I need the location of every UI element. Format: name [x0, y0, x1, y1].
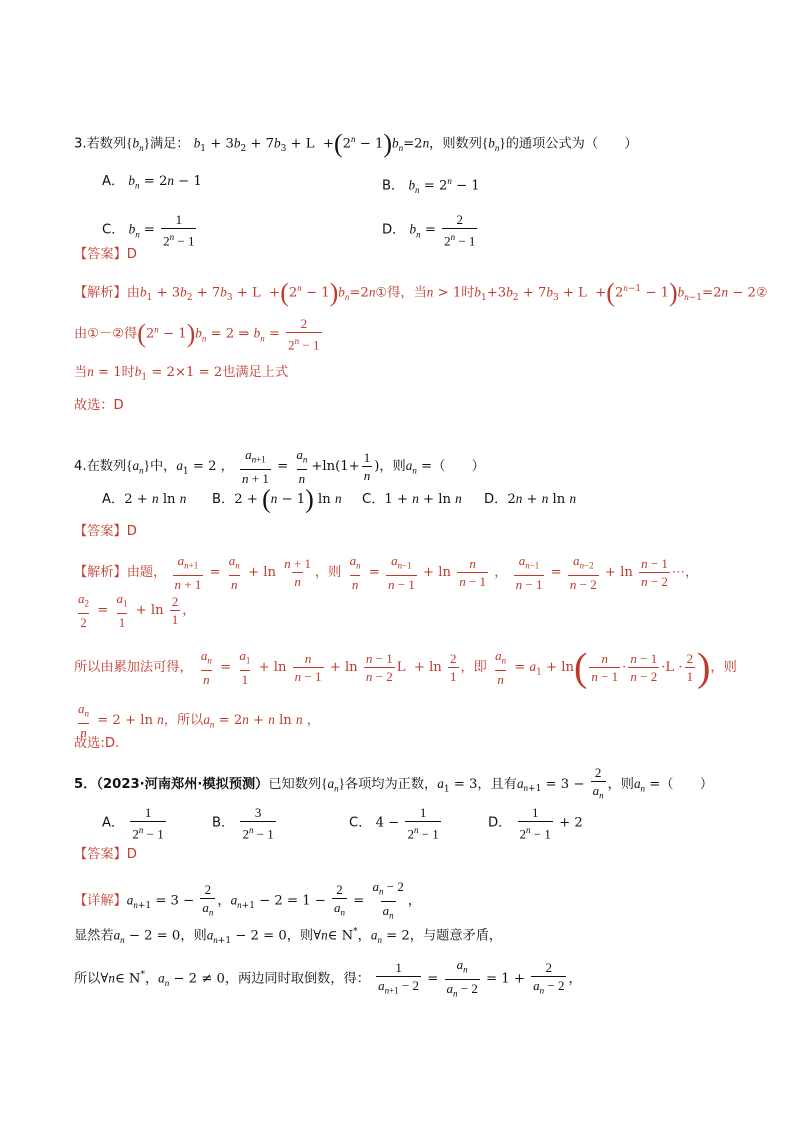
q5-answer: 【答案】D	[74, 847, 137, 862]
q3-analysis-line1: 【解析】由$b_1 + 3b_2 + 7b_3 + L +(2^n$ − $1)b_n=2n①$得，当n > 1时$b_1+3b_2 + 7b_3 + L +(2^{n-1} - 1)b_{n-1}=2n$ − 2②	[74, 277, 768, 307]
q4-conclusion: 故选:D.	[74, 736, 120, 751]
q3-option-c[interactable]: C． $b_n$ = $\frac{1}{2^n - 1}$	[102, 212, 195, 249]
q3-stem: 3.若数列$\{b_n\}$满足： $b_1 + 3b_2 + 7b_3 + L +(2^n - 1)b_n=2n$，则数列$\{b_n\}$的通项公式为（ ）	[74, 128, 638, 158]
q4-option-c[interactable]: C．1 + n + ln n	[362, 491, 462, 507]
q4-analysis-line3: 所以由累加法可得， $\frac{a_n}{n}$ = $\frac{a_1}{1}$ + ln $\frac{n}{n - 1}$ + ln $\frac{n - 1}{n - 2}$ L + ln $\frac{2}{1}$ ，即 $\frac{a_n}{n}$ = $a_1 + \ln$( $\frac{n}{n - 1}$ · $\frac{n - 1}{n - 2}$ ·L · $\frac{2}{1}$ )，则	[74, 644, 737, 690]
q5-detail-line3: 所以∀n∈ N*，$a_n - 2 \ne 0$，两边同时取倒数，得： $\frac{1}{a_{n+1} - 2}$ = $\frac{a_n}{a_n - 2}$ = 1 + $\frac{2}{a_n - 2}$ ，	[74, 957, 754, 1001]
q5-option-a[interactable]: A． $\frac{1}{2^n - 1}$	[102, 805, 164, 842]
q3-option-a[interactable]: A． $b_n = 2n - 1$	[102, 173, 202, 191]
q5-detail-line1: 【详解】$a_{n+1} = 3$ − $\frac{2}{a_n}$ ，$a_{n+1} - 2 = 1$ − $\frac{2}{a_n}$ = $\frac{a_n - 2}{a_n}$ ，	[74, 879, 754, 923]
q4-option-b[interactable]: B．2 + (n − 1) ln n	[212, 484, 342, 514]
q3-analysis-line3: 当n = 1时$b_1 = 2\times 1 = 2$也满足上式	[74, 364, 289, 383]
q3-option-d[interactable]: D． $b_n$ = $\frac{2}{2^n - 1}$	[382, 212, 476, 249]
q4-stem: 4.在数列$\{a_n\}$中，$a_1 = 2$ ， $\frac{a_{n+1}}{n + 1}$ = $\frac{a_n}{n}$ +ln(1+ $\frac{1}{n}$ )，则$a_n$ =（ ）	[74, 447, 485, 486]
q3-analysis-line2: 由①－②得$(2^n - 1)b_n = 2$ ⇒ $b_n$ = $\frac{2}{2^n - 1}$	[74, 316, 320, 353]
q3-option-b[interactable]: B． $b_n = 2^n - 1$	[382, 176, 480, 196]
q4-analysis-line1: 【解析】由题， $\frac{a_{n+1}}{n + 1}$ = $\frac{a_n}{n}$ + ln $\frac{n + 1}{n}$ ，则 $\frac{a_n}{n}$ = $\frac{a_{n-1}}{n - 1}$ + ln $\frac{n}{n - 1}$ ， $\frac{a_{n-1}}{n - 1}$ = $\frac{a_{n-2}}{n - 2}$ + ln $\frac{n - 1}{n - 2}$ ⋯，	[74, 553, 699, 592]
q3-conclusion: 故选：D	[74, 398, 124, 413]
q4-option-d[interactable]: D．2n + n ln n	[484, 491, 577, 507]
q4-analysis-line2: $\frac{a_2}{2}$ = $\frac{a_1}{1}$ + ln $\frac{2}{1}$ ，	[78, 591, 196, 630]
q5-stem: 5．（2023·河南郑州·模拟预测）已知数列$\{a_n\}$各项均为正数，$a_1 = 3$，且有$a_{n+1} = 3$ − $\frac{2}{a_n}$ ，则$a_n$ =（ ）	[74, 765, 754, 804]
q4-option-a[interactable]: A．2 + n ln n	[102, 491, 187, 507]
q5-option-b[interactable]: B． $\frac{3}{2^n - 1}$	[212, 805, 274, 842]
q4-answer: 【答案】D	[74, 524, 137, 539]
q3-answer: 【答案】D	[74, 247, 137, 262]
q5-option-d[interactable]: D． $\frac{1}{2^n - 1}$ + 2	[488, 805, 583, 842]
q5-detail-line2: 显然若$a_n - 2 = 0$，则$a_{n+1} - 2 = 0$，则∀n∈ N*，$a_n = 2$，与题意矛盾，	[74, 927, 503, 947]
q4-analysis-line4: $\frac{a_n}{n}$ = 2 + ln n，所以$a_n = 2n + n$ ln n ，	[78, 701, 320, 740]
q5-option-c[interactable]: C． 4 − $\frac{1}{2^n - 1}$	[349, 805, 439, 842]
